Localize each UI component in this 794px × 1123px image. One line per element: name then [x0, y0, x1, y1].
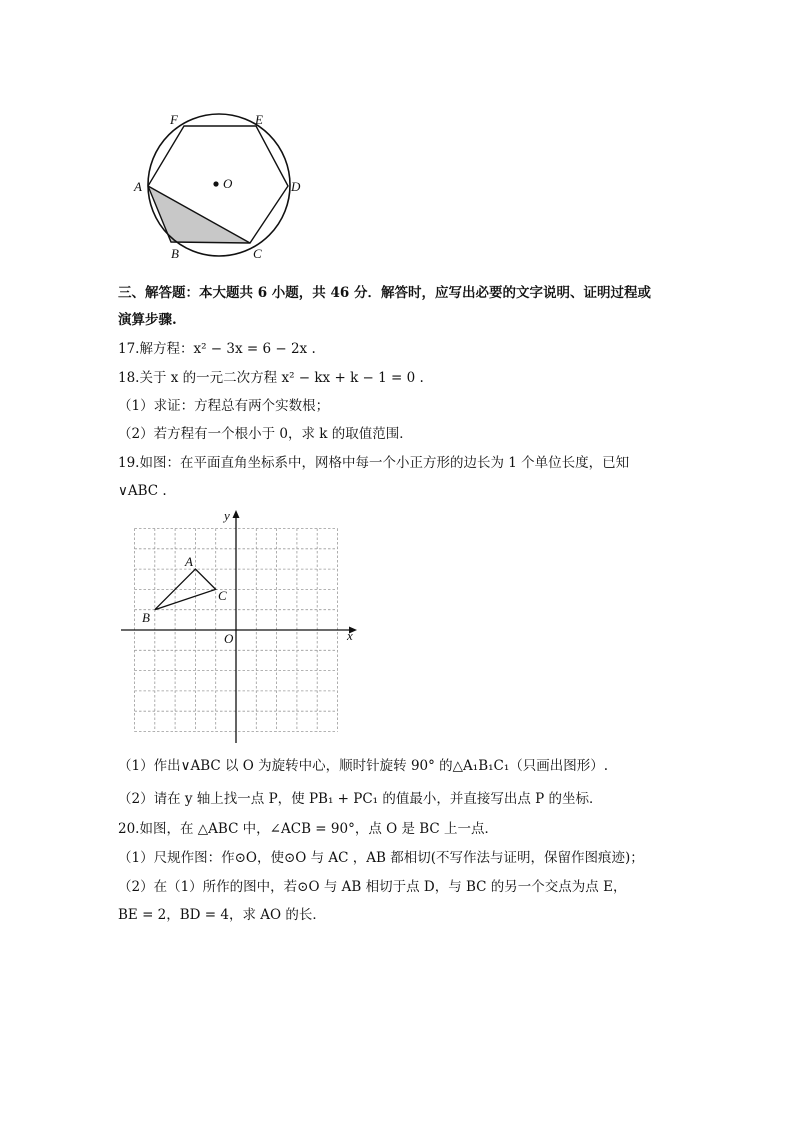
section-heading: 三、解答题：本大题共 6 小题，共 46 分．解答时，应写出必要的文字说明、证明过程或	[118, 285, 651, 301]
label-d: D	[291, 179, 301, 194]
grid-label-a: A	[185, 554, 193, 569]
hexagon-circle-figure	[128, 108, 318, 268]
label-c: C	[253, 246, 262, 261]
question-20-part-1: （1）尺规作图：作⊙O，使⊙O 与 AC ，AB 都相切(不写作法与证明，保留作图痕迹)；	[118, 850, 644, 866]
question-20: 20.如图，在 △ABC 中，∠ACB = 90°，点 O 是 BC 上一点．	[118, 821, 499, 837]
origin-label-o: O	[224, 631, 234, 646]
question-20-part-2: （2）在（1）所作的图中，若⊙O 与 AB 相切于点 D，与 BC 的另一个交点为点 E，	[118, 879, 627, 895]
question-18: 18.关于 x 的一元二次方程 x² − kx + k − 1 = 0 .	[118, 370, 424, 386]
center-point-o	[213, 181, 218, 186]
question-19-cont: ∨ABC .	[118, 483, 167, 499]
label-b: B	[171, 246, 179, 261]
label-f: F	[170, 112, 178, 127]
label-o: O	[223, 176, 233, 191]
question-17: 17.解方程：x² − 3x = 6 − 2x .	[118, 341, 316, 357]
question-18-part-2: （2）若方程有一个根小于 0，求 k 的取值范围．	[118, 426, 413, 442]
grid-label-b: B	[142, 610, 150, 625]
axis-label-x: x	[347, 628, 353, 643]
label-e: E	[255, 112, 263, 127]
question-19-part-2: （2）请在 y 轴上找一点 P，使 PB₁ + PC₁ 的值最小，并直接写出点 P 的坐标．	[118, 791, 603, 807]
question-20-part-2-cont: BE = 2，BD = 4，求 AO 的长．	[118, 907, 326, 923]
question-19: 19.如图：在平面直角坐标系中，网格中每一个小正方形的边长为 1 个单位长度，已知	[118, 455, 630, 471]
grid-label-c: C	[218, 588, 227, 603]
y-axis-arrow-icon	[233, 510, 240, 518]
question-19-part-1: （1）作出∨ABC 以 O 为旋转中心，顺时针旋转 90° 的△A₁B₁C₁（只画出图形）.	[118, 758, 609, 774]
question-18-part-1: （1）求证：方程总有两个实数根；	[118, 398, 330, 414]
section-heading-cont: 演算步骤.	[118, 312, 177, 328]
coordinate-grid-figure	[118, 503, 368, 748]
axis-label-y: y	[224, 508, 230, 523]
label-a: A	[134, 179, 142, 194]
